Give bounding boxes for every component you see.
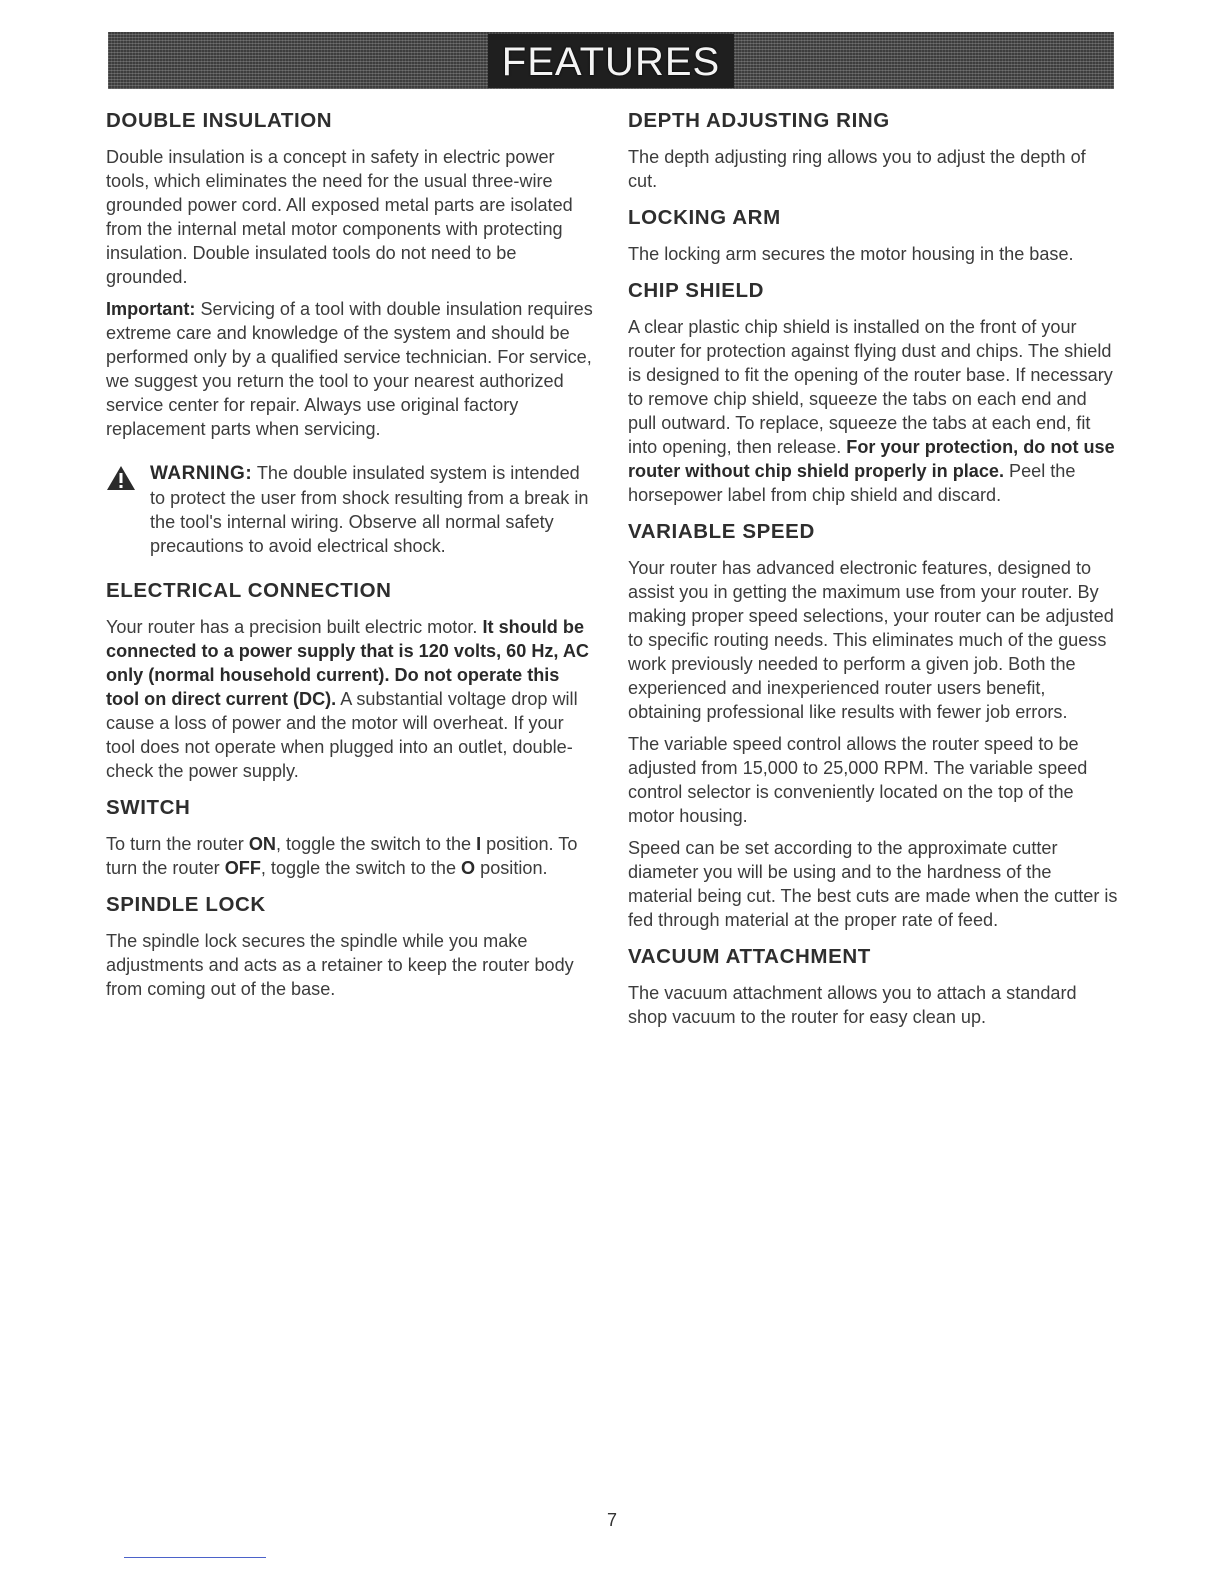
heading-electrical-connection: ELECTRICAL CONNECTION xyxy=(106,579,392,602)
footer-rule xyxy=(124,1557,266,1558)
page-number: 7 xyxy=(606,1510,617,1530)
chip-shield-bold-text: For your protection, do not use router without chip shield properly in place. xyxy=(628,437,1115,481)
section-electrical-connection xyxy=(106,578,596,783)
switch-text-1: To turn the router xyxy=(106,834,249,854)
heading-double-insulation: DOUBLE INSULATION xyxy=(106,109,333,132)
heading-locking-arm: LOCKING ARM xyxy=(628,206,781,229)
double-insulation-text: Double insulation is a concept in safety in electric power tools, which eliminates the need for the usual three-wire grounded power cord. All exposed metal parts are isolated from the internal metal motor components with protecting insulation. Double insulated tools do not need to be grounded. xyxy=(106,147,573,287)
warning-label: WARNING: xyxy=(150,463,253,484)
section-locking-arm xyxy=(628,205,1118,266)
features-banner xyxy=(108,32,1114,89)
section-chip-shield xyxy=(628,278,1118,507)
heading-vacuum-attachment: VACUUM ATTACHMENT xyxy=(628,945,871,968)
chip-shield-text-1: A clear plastic chip shield is installed on the front of your router for protection against flying dust and chips. The shield is designed to fit the opening of the router base. If necessary to remove chip shield, squeeze the tabs on each end and pull outward. To replace, squeeze the tabs at each end, fit into opening, then release. xyxy=(628,317,1113,457)
spindle-lock-text: The spindle lock secures the spindle while you make adjustments and acts as a retainer to keep the router body from coming out of the base. xyxy=(106,931,574,999)
important-text: Servicing of a tool with double insulation requires extreme care and knowledge of the system and should be performed only by a qualified service technician. For service, we suggest you return the tool to your nearest authorized service center for repair. Always use original factory replacement parts when servicing. xyxy=(106,299,593,439)
heading-chip-shield: CHIP SHIELD xyxy=(628,279,765,302)
switch-o: O xyxy=(461,858,476,878)
variable-speed-text-3: Speed can be set according to the approximate cutter diameter you will be using and to the hardness of the material being cut. The best cuts are made when the cutter is fed through material at the proper rate of feed. xyxy=(628,838,1118,930)
warning-text: The double insulated system is intended to protect the user from shock resulting from a break in the tool's internal wiring. Observe all normal safety precautions to avoid electrical shock. xyxy=(150,463,589,556)
variable-speed-text-1: Your router has advanced electronic features, designed to assist you in getting the maximum use from your router. By making proper speed selections, your router can be adjusted to specific routing needs. This eliminates much of the guess work previously needed to perform a given job. Both the experienced and inexperienced router users benefit, obtaining professional like results with fewer job errors. xyxy=(628,558,1114,722)
important-label: Important: xyxy=(106,299,196,319)
switch-text-2: , toggle the switch to the xyxy=(275,834,477,854)
switch-text-5: position. xyxy=(475,858,548,878)
switch-text-4: , toggle the switch to the xyxy=(260,858,462,878)
vacuum-attachment-text: The vacuum attachment allows you to attach a standard shop vacuum to the router for easy clean up. xyxy=(628,983,1077,1027)
section-variable-speed xyxy=(628,519,1118,932)
section-vacuum-attachment xyxy=(628,944,1118,1029)
chip-shield-text xyxy=(628,315,1118,507)
electrical-bold-text: It should be connected to a power supply that is 120 volts, 60 Hz, AC only (normal household current). Do not operate this tool on direct current (DC). xyxy=(106,617,589,709)
locking-arm-text: The locking arm secures the motor housing in the base. xyxy=(628,244,1074,264)
electrical-connection-text xyxy=(106,615,596,783)
depth-ring-text: The depth adjusting ring allows you to adjust the depth of cut. xyxy=(628,147,1086,191)
switch-off: OFF xyxy=(224,858,261,878)
electrical-text-1: Your router has a precision built electric motor. xyxy=(106,617,483,637)
switch-text xyxy=(106,832,596,880)
switch-on: ON xyxy=(248,834,276,854)
section-switch xyxy=(106,795,596,880)
heading-spindle-lock: SPINDLE LOCK xyxy=(106,893,266,916)
section-depth-ring xyxy=(628,108,1118,193)
variable-speed-text-2: The variable speed control allows the router speed to be adjusted from 15,000 to 25,000 RPM. The variable speed control selector is conveniently located on the top of the motor housing. xyxy=(628,734,1088,826)
switch-i: I xyxy=(476,834,482,854)
left-column xyxy=(106,108,596,1013)
heading-depth-ring: DEPTH ADJUSTING RING xyxy=(628,109,890,132)
section-spindle-lock xyxy=(106,892,596,1001)
heading-variable-speed: VARIABLE SPEED xyxy=(628,520,815,543)
switch-text-3: position. To turn the router xyxy=(106,834,578,878)
chip-shield-text-2: Peel the horsepower label from chip shield and discard. xyxy=(628,461,1076,505)
heading-switch: SWITCH xyxy=(106,796,191,819)
section-double-insulation xyxy=(106,108,596,558)
right-column xyxy=(628,108,1118,1041)
banner-title: FEATURES xyxy=(488,34,734,88)
warning-note xyxy=(106,461,596,558)
electrical-text-2: A substantial voltage drop will cause a loss of power and the motor will overheat. If your tool does not operate when plugged into an outlet, double-check the power supply. xyxy=(106,689,578,781)
warning-triangle-icon xyxy=(106,465,136,491)
important-note xyxy=(106,297,596,441)
